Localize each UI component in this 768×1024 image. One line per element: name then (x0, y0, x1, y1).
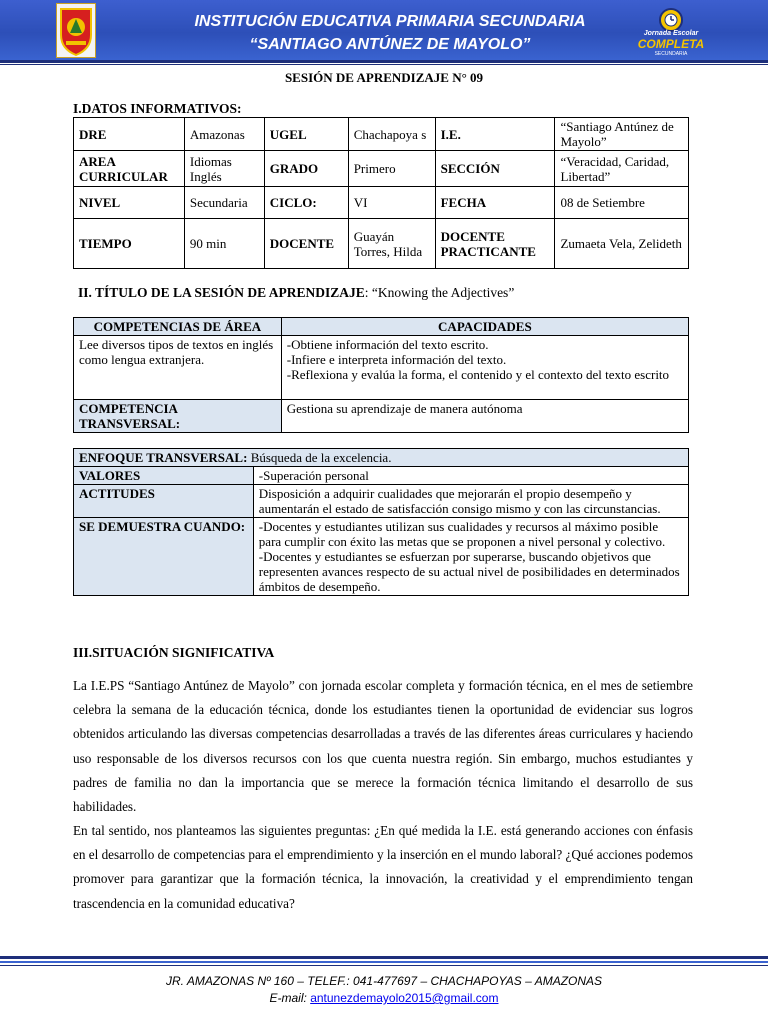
value-nivel: Secundaria (184, 187, 264, 219)
capacidad-item: -Infiere e interpreta información del texto. (286, 352, 507, 367)
value-seccion: “Veracidad, Caridad, Libertad” (555, 151, 689, 187)
header-divider (0, 60, 768, 63)
footer-address: JR. AMAZONAS Nº 160 – TELEF.: 041-477697 – CHACHAPOYAS – AMAZONAS (165, 974, 603, 988)
enfoque-table (73, 448, 689, 596)
label-ugel: UGEL (264, 118, 348, 151)
table-row (74, 400, 689, 433)
table-row (74, 219, 689, 269)
demuestra-item: -Docentes y estudiantes se esfuerzan por superarse, buscando objetivos que representen avances respecto de su actual nivel de posibilidades en determinados ámbitos de desempeño. (258, 549, 680, 594)
label-nivel: NIVEL (74, 187, 185, 219)
label-ciclo: CICLO: (264, 187, 348, 219)
value-fecha: 08 de Setiembre (555, 187, 689, 219)
table-row (74, 187, 689, 219)
badge-top-text: Jornada Escolar (643, 30, 699, 37)
table-row (74, 467, 689, 485)
label-fecha: FECHA (435, 187, 555, 219)
footer-email-label: E-mail: (269, 991, 311, 1005)
page-header (0, 0, 768, 66)
section-datos-heading: I.DATOS INFORMATIVOS: (73, 101, 242, 116)
competencias-table (73, 317, 689, 433)
section-situacion-heading: III.SITUACIÓN SIGNIFICATIVA (73, 645, 275, 660)
footer-email-line (0, 991, 768, 1005)
capacidad-item: -Reflexiona y evalúa la forma, el contenido y el contexto del texto escrito (286, 367, 670, 382)
value-valores: -Superación personal (253, 467, 688, 485)
enfoque-title-value: Búsqueda de la excelencia. (247, 450, 392, 465)
value-se-demuestra (253, 518, 688, 596)
label-actitudes: ACTITUDES (74, 485, 254, 518)
header-capacidades: CAPACIDADES (281, 318, 688, 336)
header-divider-thin (0, 64, 768, 65)
enfoque-title-label: ENFOQUE TRANSVERSAL: (79, 450, 248, 465)
label-se-demuestra: SE DEMUESTRA CUANDO: (74, 518, 254, 596)
label-docente: DOCENTE (264, 219, 348, 269)
school-shield-icon (56, 3, 96, 58)
value-grado: Primero (348, 151, 435, 187)
table-row (74, 485, 689, 518)
competencia-value: Lee diversos tipos de textos en inglés como lengua extranjera. (74, 336, 282, 400)
value-area: Idiomas Inglés (184, 151, 264, 187)
header-title-line1: INSTITUCIÓN EDUCATIVA PRIMARIA SECUNDARIA (194, 13, 586, 30)
jornada-completa-badge (636, 6, 706, 58)
table-row (74, 449, 689, 467)
section-titulo (78, 285, 514, 301)
header-competencias: COMPETENCIAS DE ÁREA (74, 318, 282, 336)
capacidades-cell (281, 336, 688, 400)
enfoque-title-cell (74, 449, 689, 467)
value-competencia-transversal: Gestiona su aprendizaje de manera autónoma (281, 400, 688, 433)
label-tiempo: TIEMPO (74, 219, 185, 269)
value-actitudes: Disposición a adquirir cualidades que mejorarán el propio desempeño y aumentarán el estado de satisfacción consigo mismo y con las circunstancias. (253, 485, 688, 518)
value-ugel: Chachapoya s (348, 118, 435, 151)
value-ciclo: VI (348, 187, 435, 219)
section-titulo-heading: II. TÍTULO DE LA SESIÓN DE APRENDIZAJE (78, 285, 365, 300)
value-docente-practicante: Zumaeta Vela, Zelideth (555, 219, 689, 269)
label-seccion: SECCIÓN (435, 151, 555, 187)
label-ie: I.E. (435, 118, 555, 151)
value-tiempo: 90 min (184, 219, 264, 269)
label-docente-practicante: DOCENTE PRACTICANTE (435, 219, 555, 269)
value-docente: Guayán Torres, Hilda (348, 219, 435, 269)
table-row (74, 151, 689, 187)
situacion-paragraph-2: En tal sentido, nos planteamos las siguientes preguntas: ¿En qué medida la I.E. está generando acciones con énfasis en el desarrollo de competencias para el emprendimiento y la inserción en el mundo laboral? ¿Qué acciones podemos promover para garantizar que la formación técnica, la innovación, la creatividad y el emprendimiento tengan trascendencia en la comunidad educativa? (73, 823, 693, 911)
table-row (74, 336, 689, 400)
datos-table (73, 117, 689, 269)
label-competencia-transversal: COMPETENCIA TRANSVERSAL: (74, 400, 282, 433)
situacion-paragraph-1: La I.E.PS “Santiago Antúnez de Mayolo” con jornada escolar completa y formación técnica, en el mes de setiembre celebra la semana de la educación técnica, donde los estudiantes tienen la oportunidad de evidenciar sus logros obtenidos articulando las diversas competencias desarrolladas a través de las diferentes áreas curriculares y haciendo uso responsable de los diversos recursos con los que cuenta nuestra región. Sin embargo, muchos estudiantes y padres de familia no dan la importancia que se merece la formación técnica limitando el desarrollo de sus habilidades. (73, 678, 693, 815)
session-title: SESIÓN DE APRENDIZAJE N° 09 (284, 70, 484, 85)
value-dre: Amazonas (184, 118, 264, 151)
header-title-line2: “SANTIAGO ANTÚNEZ DE MAYOLO” (249, 36, 531, 53)
value-ie: “Santiago Antúnez de Mayolo” (555, 118, 689, 151)
capacidad-item: -Obtiene información del texto escrito. (286, 337, 489, 352)
demuestra-item: -Docentes y estudiantes utilizan sus cualidades y recursos al máximo posible para cumplir con éxito las metas que se proponen a nivel personal y colectivo. (258, 519, 666, 549)
label-dre: DRE (74, 118, 185, 151)
table-row (74, 518, 689, 596)
label-valores: VALORES (74, 467, 254, 485)
table-row (74, 118, 689, 151)
label-grado: GRADO (264, 151, 348, 187)
section-titulo-value: : “Knowing the Adjectives” (364, 285, 515, 300)
label-area: AREA CURRICULAR (74, 151, 185, 187)
footer-email-link[interactable]: antunezdemayolo2015@gmail.com (310, 991, 499, 1005)
badge-sub-text: SECUNDARIA (654, 51, 688, 57)
footer-divider (0, 956, 768, 970)
table-row (74, 318, 689, 336)
badge-main-text: COMPLETA (637, 37, 705, 51)
